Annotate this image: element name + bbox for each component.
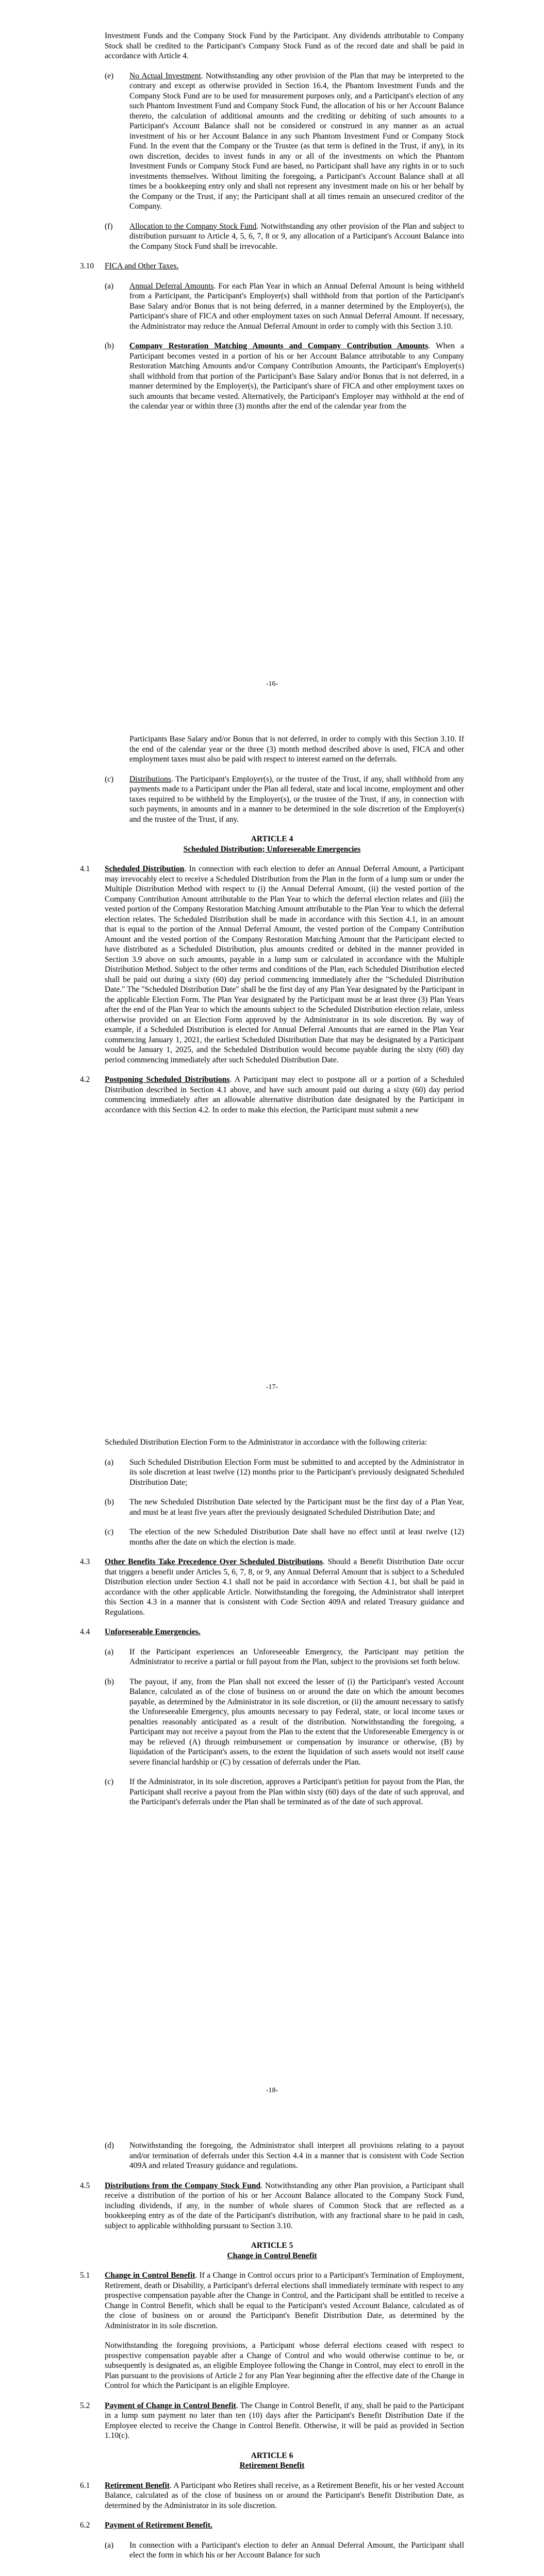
clause-label: (c): [105, 774, 114, 784]
section-text: . Should a Benefit Distribution Date occur that triggers a benefit under Articles 5, 6, 7, 8, or 9, any Annual Deferral Amount that is subject to a Scheduled Distribution election under Section 4.1 shall not be paid in accordance with Section 4.1, but shall be paid in accordance with the other applicable Article. Notwithstanding the foregoing, the Administrator shall interpret this Section 4.3 in a manner that is consistent with Code Section 409A and related Treasury guidance and Regulations.: [105, 1557, 464, 1617]
section-number: 6.1: [80, 2481, 90, 2490]
section-6-2: [80, 2520, 464, 2531]
clause-allocation-company-stock: [105, 222, 464, 252]
clause-text: Notwithstanding the foregoing, the Administrator shall interpret all provisions relating to a payout and/or termination of deferrals under this Section 4.4 in a manner that is consistent with Code Section 409A and related Treasury guidance and regulations.: [129, 2141, 464, 2170]
section-title: Unforeseeable Emergencies.: [105, 1628, 201, 1636]
clause-label: (d): [105, 2141, 114, 2150]
clause-title: Company Restoration Matching Amounts and Company Contribution Amounts: [129, 342, 428, 350]
clause-restoration-matching: [105, 341, 464, 412]
article-5-heading: [80, 2241, 464, 2261]
article-6-heading: [80, 2451, 464, 2471]
section-text: . In connection with each election to defer an Annual Deferral Amount, a Participant may irrevocably elect to receive a Scheduled Distribution from the Plan in the form of a lump sum or under the Multiple Distribution Method with respect to (i) the Annual Deferral Amount, (ii) the vested portion of the Company Contribution Amount attributable to the Plan Year to which the deferral election relates and (iii) the vested portion of the Company Restoration Matching Amount attributable to the Plan Year to which the deferral election relates. The Scheduled Distribution shall be made in accordance with this Section 4.1, in an amount that is equal to the portion of the Annual Deferral Amount, the vested portion of the Company Contribution Amount and the vested portion of the Company Restoration Matching Amount that the Participant elected to have distributed as a Scheduled Distribution, plus amounts credited or debited in the manner provided in Section 3.9 above on such amounts, payable in a lump sum or calculated in accordance with the Multiple Distribution Method. Subject to the other terms and conditions of the Plan, each Scheduled Distribution elected shall be paid out during a sixty (60) day period commencing immediately after the "Scheduled Distribution Date." The "Scheduled Distribution Date" shall be the first day of any Plan Year designated by the Participant in the applicable Election Form. The Plan Year designated by the Participant must be at least three (3) Plan Years after the end of the Plan Year to which the amounts subject to the Scheduled Distribution election relate, unless otherwise provided on an Election Form approved by the Administrator in its sole discretion. By way of example, if a Scheduled Distribution is elected for Annual Deferral Amounts that are earned in the Plan Year commencing January 1, 2021, the earliest Scheduled Distribution Date that may be designated by a Participant would be January 1, 2025, and the Scheduled Distribution would become payable during the sixty (60) day period commencing immediately after such Scheduled Distribution Date.: [105, 865, 465, 1064]
clause-label: (a): [105, 1647, 114, 1656]
emergency-a: [105, 1647, 464, 1667]
clause-text: . For each Plan Year in which an Annual Deferral Amount is being withheld from a Participant, the Participant's Employer(s) shall withhold from that portion of the Participant's Base Salary and/or Bonus that is not being deferred, in a manner determined by the Employer(s), the Participant's share of FICA and other employment taxes on such Annual Deferral Amount. If necessary, the Administrator may reduce the Annual Deferral Amount in order to comply with this Section 3.10.: [129, 281, 464, 331]
section-text: . The Change in Control Benefit, if any, shall be paid to the Participant in a lump sum payment no later than ten (10) days after the Participant's Benefit Distribution Date if the Employee elected to receive the Change in Control Benefit. Otherwise, it will be paid as provided in Section 1.10(c).: [105, 2401, 464, 2440]
clause-text: . Notwithstanding any other provision of the Plan that may be interpreted to the contrary and except as otherwise provided in Section 16.4, the Phantom Investment Funds and the Company Stock Fund are to be used for measurement purposes only, and a Participant's election of any such Phantom Investment Fund and Company Stock Fund, the allocation of his or her Account Balance thereto, the calculation of additional amounts and the crediting or debiting of such amounts to a Participant's Account Balance shall not be considered or construed in any manner as an actual investment of his or her Account Balance in any such Phantom Investment Fund or Company Stock Fund. In the event that the Company or the Trustee (as that term is defined in the Trust, if any), in its own discretion, decides to invest funds in any or all of the investments on which the Phantom Investment Funds or Company Stock Fund are based, no Participant shall have any rights in or to such investments themselves. Without limiting the foregoing, a Participant's Account Balance shall at all times be a bookkeeping entry only and shall not represent any investment made on his or her behalf by the Company or the Trust, if any; the Participant shall at all times remain an unsecured creditor of the Company.: [129, 71, 464, 211]
section-text: . A Participant who Retires shall receive, as a Retirement Benefit, his or her vested Account Balance, calculated as of the close of business on or around the Participant's Benefit Distribution Date, as determined by the Administrator in its sole discretion.: [105, 2481, 464, 2510]
section-3-10: [80, 261, 464, 272]
clause-no-actual-investment: [105, 71, 464, 212]
article-title: ARTICLE 6: [251, 2451, 293, 2460]
clause-label: (a): [105, 1458, 114, 1467]
clause-label: (b): [105, 1498, 114, 1506]
clause-distributions: [105, 774, 464, 825]
section-title: Other Benefits Take Precedence Over Scheduled Distributions: [105, 1557, 323, 1566]
clause-annual-deferral: [105, 281, 464, 332]
page-number: -18-: [266, 2086, 278, 2094]
page-18: [0, 1406, 544, 2110]
clause-title: Annual Deferral Amounts: [129, 281, 214, 291]
clause-title: Allocation to the Company Stock Fund: [129, 222, 257, 231]
page-19: [0, 2110, 544, 2576]
clause-text: . The Participant's Employer(s), or the trustee of the Trust, if any, shall withhold from any payments made to a Participant under the Plan all federal, state and local income, employment and other taxes required to be withheld by the Employer(s), or the trustee of the Trust, if any, in connection with such payments, in amounts and in a manner to be determined in the sole discretion of the Employer(s) and the trustee of the Trust, if any.: [129, 774, 464, 824]
clause-label: (b): [105, 1677, 114, 1686]
page-number: -16-: [266, 680, 278, 688]
article-subtitle: Change in Control Benefit: [227, 2251, 317, 2260]
section-4-5: [80, 2181, 464, 2231]
section-text: . If a Change in Control occurs prior to a Participant's Termination of Employment, Retirement, death or Disability, a Participant's deferral elections shall immediately terminate with respect to any prospective compensation payable after the Change in Control, and the Participant shall be entitled to receive a Change in Control Benefit, which shall be equal to the Participant's vested Account Balance, calculated as of the close of business on or around the Participant's Benefit Distribution Date, as determined by the Administrator in its sole discretion.: [105, 2271, 464, 2330]
section-4-1: [80, 864, 464, 1065]
section-text: . Notwithstanding any other Plan provision, a Participant shall receive a distribution of the portion of his or her Account Balance allocated to the Company Stock Fund, including dividends, if any, in the number of whole shares of Common Stock that are reflected as a bookkeeping entry as of the date of the Participant's distribution, with any fractional share to be paid in cash, subject to applicable withholding pursuant to Section 3.10.: [105, 2181, 464, 2230]
page-17: [0, 703, 544, 1406]
emergency-b: [105, 1677, 464, 1768]
page-16: [0, 0, 544, 703]
section-5-2: [80, 2401, 464, 2441]
section-number: 4.3: [80, 1557, 90, 1566]
section-title: Retirement Benefit: [105, 2481, 170, 2490]
section-number: 3.10: [80, 262, 94, 270]
emergency-c: [105, 1777, 464, 1807]
page-number: -17-: [266, 1383, 278, 1391]
paragraph-change-in-control: Notwithstanding the foregoing provisions, a Participant whose deferral elections ceased with respect to prospective compensation payable after a Change of Control and who would otherwise continue to be, or subsequently is designated as, an eligible Employee following the Change in Control, may elect to enroll in the Plan pursuant to the provisions of Article 2 for any Plan Year beginning after the effective date of the Change in Control for which the Participant is an eligible Employee.: [105, 2341, 464, 2390]
section-title: Distributions from the Company Stock Fund: [105, 2181, 261, 2190]
clause-label: (f): [105, 222, 113, 231]
emergency-d: [105, 2141, 464, 2171]
clause-text: Such Scheduled Distribution Election Form must be submitted to and accepted by the Administrator in its sole discretion at least twelve (12) months prior to the Participant's previously designated Scheduled Distribution Date;: [129, 1458, 464, 1487]
clause-label: (b): [105, 342, 114, 350]
paragraph-continuation: Participants Base Salary and/or Bonus that is not deferred, in order to comply with this Section 3.10. If the end of the calendar year or the three (3) month method described above is used, FICA and other employment taxes must also be paid with respect to interest earned on the deferrals.: [129, 735, 464, 764]
clause-label: (c): [105, 1777, 114, 1786]
section-title: FICA and Other Taxes.: [105, 262, 179, 270]
section-title: Payment of Retirement Benefit.: [105, 2521, 212, 2530]
section-text: . A Participant may elect to postpone all or a portion of a Scheduled Distribution described in Section 4.1 above, and have such amount paid out during a sixty (60) day period commencing immediately after an allowable alternative distribution date designated by the Participant in accordance with this Section 4.2. In order to make this election, the Participant must submit a new: [105, 1075, 464, 1114]
clause-text: The new Scheduled Distribution Date selected by the Participant must be the first day of a Plan Year, and must be at least five years after the previously designated Scheduled Distribution Date; and: [129, 1498, 464, 1517]
section-number: 4.4: [80, 1628, 90, 1636]
criteria-b: [105, 1497, 464, 1517]
section-number: 4.5: [80, 2181, 90, 2190]
criteria-a: [105, 1458, 464, 1488]
article-subtitle: Scheduled Distribution; Unforeseeable Emergencies: [183, 844, 361, 854]
clause-text: . When a Participant becomes vested in a portion of his or her Account Balance attributable to any Company Restoration Matching Amounts and/or Company Contribution Amounts, the Participant's Employer(s) shall withhold from that portion of the Participant's Base Salary and/or Bonus that is not deferred, in a manner determined by the Employer(s), the Participant's share of FICA and other employment taxes on such amounts that became vested. Alternatively, the Participant's Employer may withhold at the end of the calendar year or within three (3) months after the end of the calendar year from the: [129, 342, 464, 411]
clause-text: The payout, if any, from the Plan shall not exceed the lesser of (i) the Participant's vested Account Balance, calculated as of the close of business on or around the date on which the amount becomes payable, as determined by the Administrator in its sole discretion, or (ii) the amount necessary to satisfy the Unforeseeable Emergency, plus amounts necessary to pay Federal, state, or local income taxes or penalties reasonably anticipated as a result of the distribution. Notwithstanding the foregoing, a Participant may not receive a payout from the Plan to the extent that the Unforeseeable Emergency is or may be relieved (A) through reimbursement or compensation by insurance or otherwise, (B) by liquidation of the Participant's assets, to the extent the liquidation of such assets would not itself cause severe financial hardship or (C) by cessation of deferrals under the Plan.: [129, 1677, 464, 1767]
section-6-1: [80, 2481, 464, 2511]
section-number: 6.2: [80, 2521, 90, 2530]
section-title: Change in Control Benefit: [105, 2271, 195, 2280]
clause-label: (c): [105, 1528, 114, 1536]
paragraph-intro: Investment Funds and the Company Stock Fund by the Participant. Any dividends attributable to Company Stock shall be credited to the Participant's Company Stock Fund as of the record date and shall be paid in accordance with Article 4.: [105, 31, 464, 60]
section-5-1: [80, 2270, 464, 2331]
section-number: 5.1: [80, 2271, 90, 2280]
section-title: Scheduled Distribution: [105, 865, 185, 873]
section-4-2: [80, 1075, 464, 1115]
article-4-heading: [80, 834, 464, 854]
section-number: 5.2: [80, 2401, 90, 2410]
clause-text: In connection with a Participant's election to defer an Annual Deferral Amount, the Participant shall elect the form in which his or her Account Balance for such: [129, 2540, 464, 2560]
clause-label: (a): [105, 2540, 114, 2550]
clause-label: (e): [105, 71, 114, 80]
section-number: 4.2: [80, 1075, 90, 1084]
clause-text: The election of the new Scheduled Distribution Date shall have no effect until at least twelve (12) months after the date on which the election is made.: [129, 1528, 464, 1547]
clause-title: Distributions: [129, 774, 171, 784]
section-number: 4.1: [80, 865, 90, 873]
section-title: Payment of Change in Control Benefit: [105, 2401, 236, 2410]
article-subtitle: Retirement Benefit: [239, 2461, 305, 2470]
clause-text: If the Participant experiences an Unforeseeable Emergency, the Participant may petition the Administrator to receive a partial or full payout from the Plan, subject to the provisions set forth below.: [129, 1647, 464, 1666]
criteria-c: [105, 1527, 464, 1547]
section-4-4: [80, 1627, 464, 1637]
clause-text: . Notwithstanding any other provision of the Plan and subject to distribution pursuant to Article 4, 5, 6, 7, 8 or 9, any allocation of a Participant's Account Balance into the Company Stock Fund shall be irrevocable.: [129, 222, 465, 251]
paragraph-continuation: Scheduled Distribution Election Form to the Administrator in accordance with the following criteria:: [105, 1438, 427, 1447]
section-4-3: [80, 1557, 464, 1617]
clause-title: No Actual Investment: [129, 71, 201, 80]
article-title: ARTICLE 5: [251, 2241, 293, 2250]
section-title: Postponing Scheduled Distributions: [105, 1075, 230, 1084]
payment-a: [105, 2540, 464, 2561]
clause-label: (a): [105, 281, 114, 291]
article-title: ARTICLE 4: [251, 835, 293, 843]
clause-text: If the Administrator, in its sole discretion, approves a Participant's petition for payout from the Plan, the Participant shall receive a payout from the Plan within sixty (60) days of the date of such approval, and the Participant's deferrals under the Plan shall be terminated as of the date of such approval.: [129, 1777, 464, 1806]
